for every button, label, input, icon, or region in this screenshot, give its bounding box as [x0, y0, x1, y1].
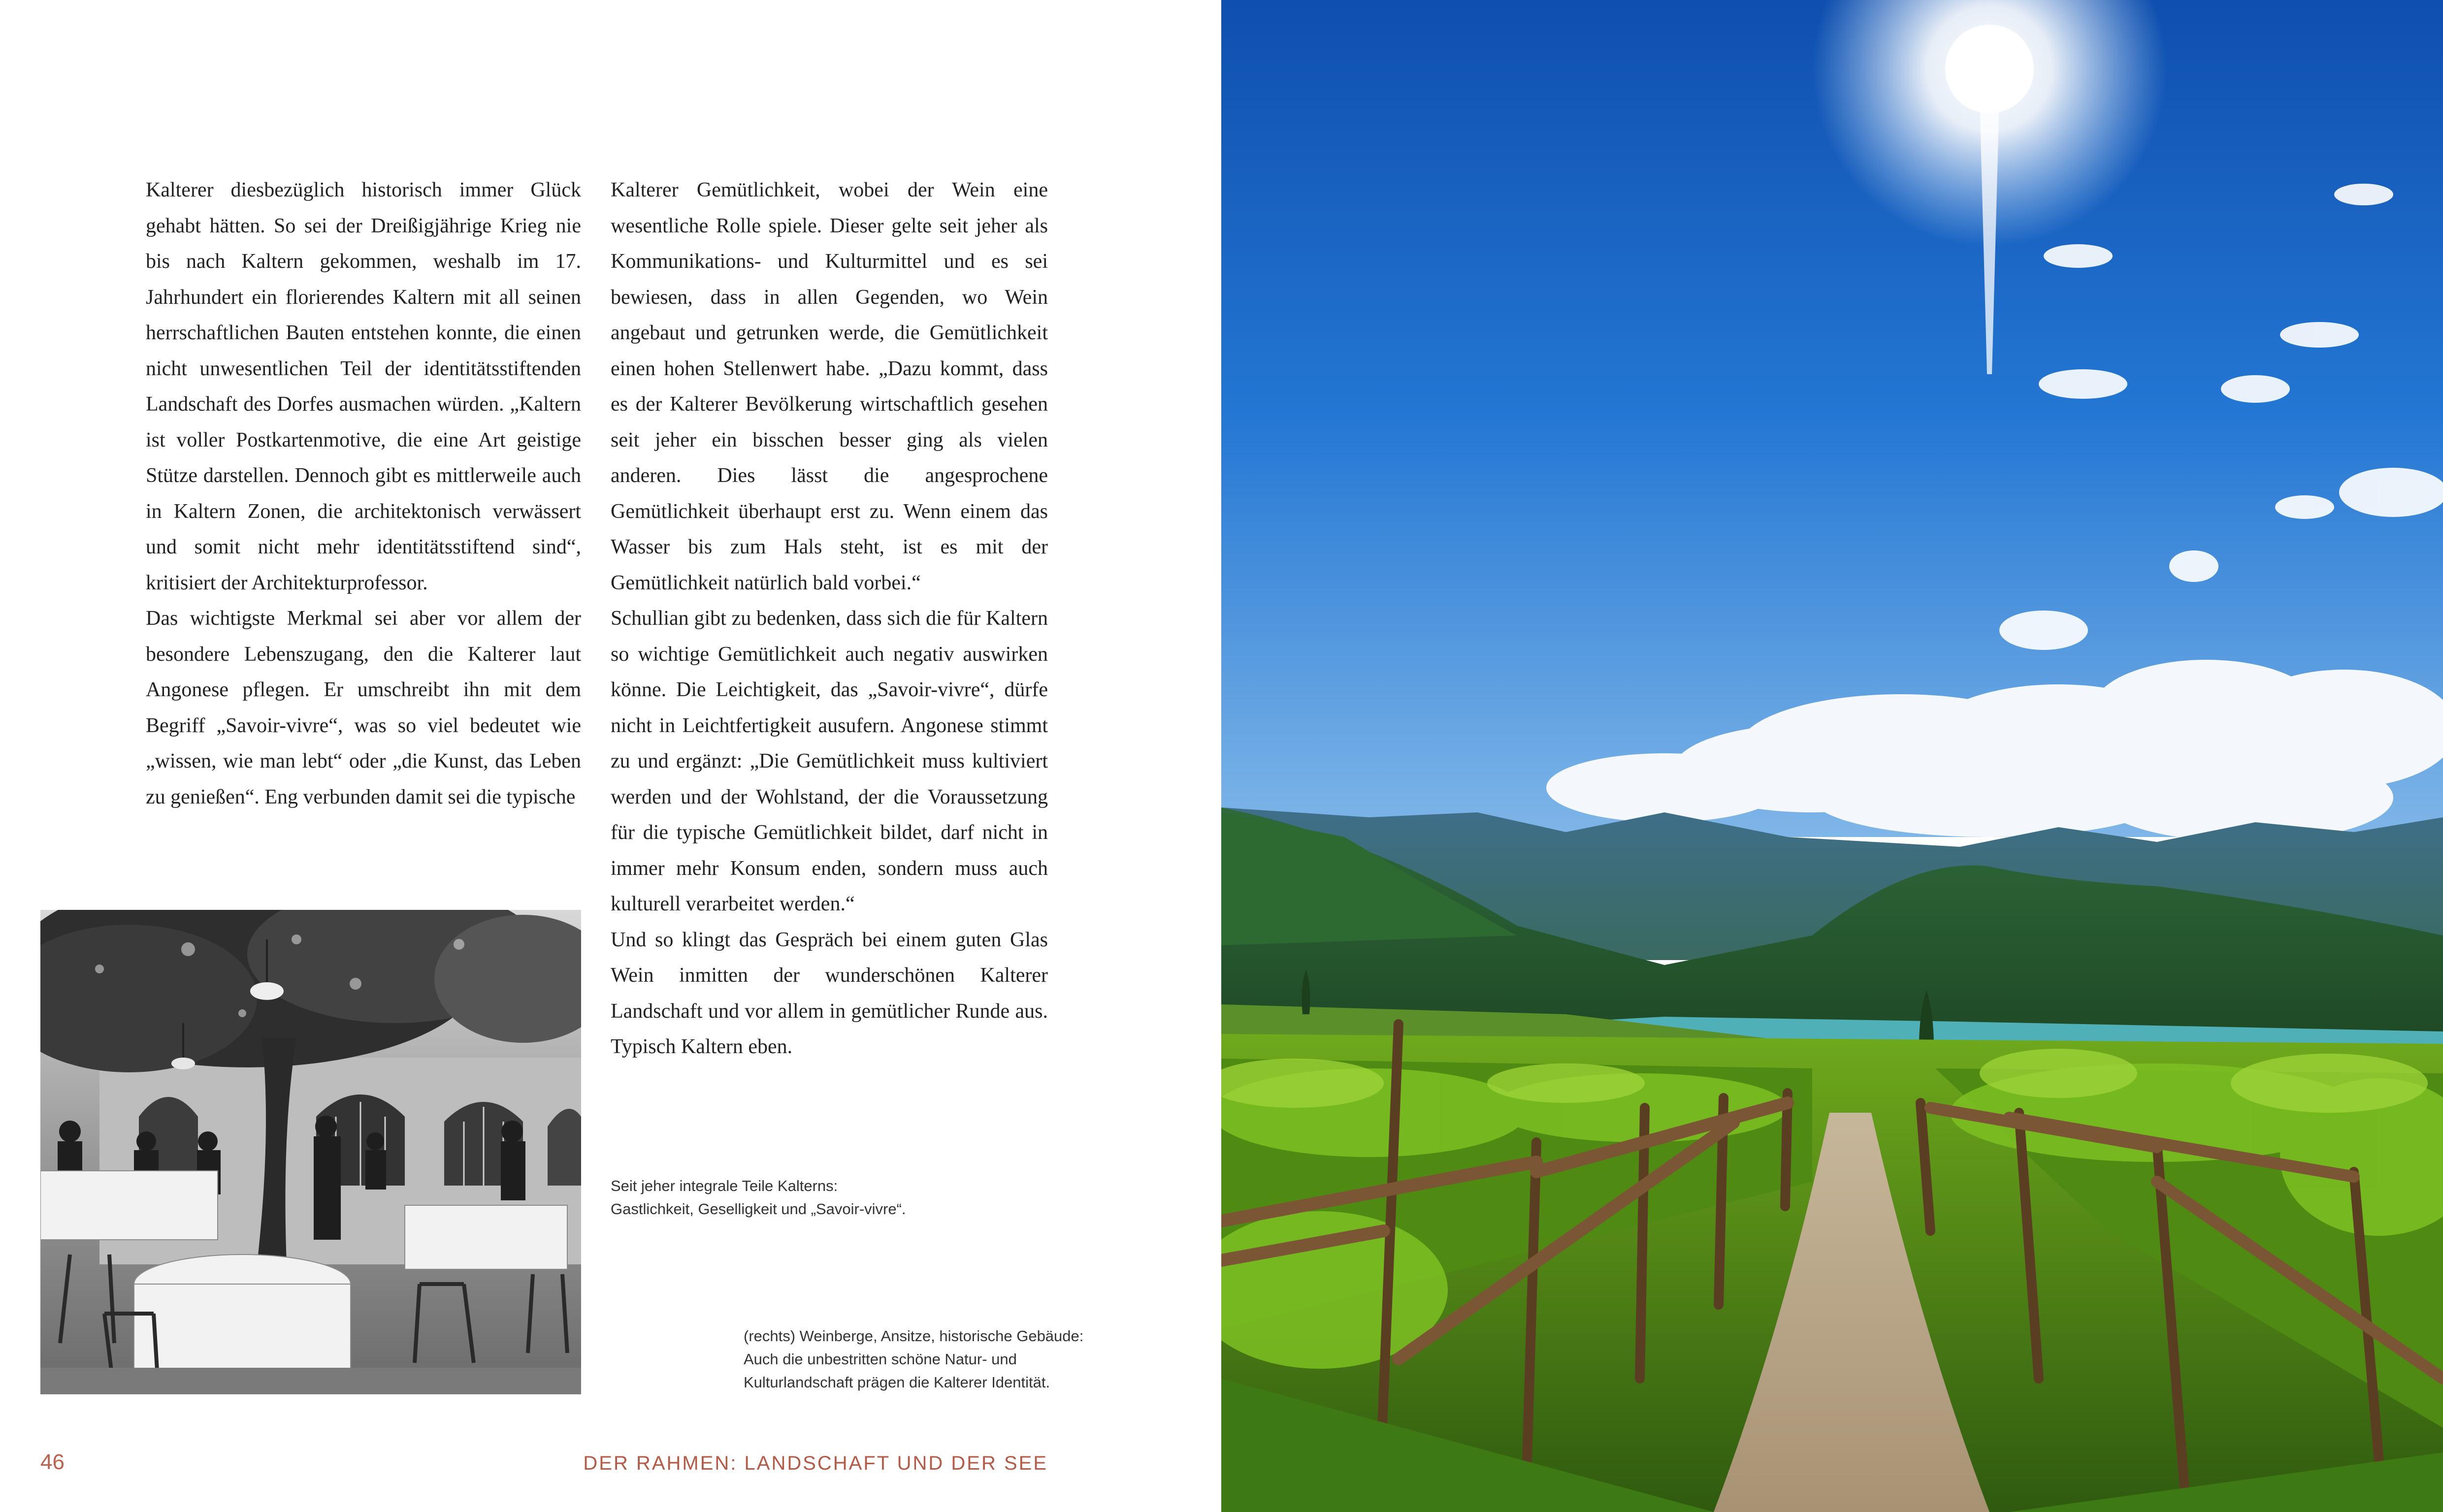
paragraph: Das wichtigste Merkmal sei aber vor allem der besondere Lebenszugang, den die Kalterer laut Angonese pflegen. Er umschreibt ihn mit dem Begriff „Savoir-vivre“, was so viel bedeutet wie „wissen, wie man lebt“ oder „die Kunst, das Leben zu genießen“. Eng verbunden damit sei die typische — [146, 607, 581, 808]
paragraph: Und so klingt das Gespräch bei einem guten Glas Wein inmitten der wunderschönen Kalterer Landschaft und vor allem in gemütlicher Runde aus. Typisch Kaltern eben. — [611, 928, 1048, 1058]
photo-caption — [611, 1174, 955, 1221]
caption-line: Auch die unbestritten schöne Natur- und — [744, 1351, 1017, 1368]
caption-line: Kulturlandschaft prägen die Kalterer Identität. — [744, 1374, 1050, 1391]
paragraph: Kalterer Gemütlichkeit, wobei der Wein eine wesentliche Rolle spiele. Dieser gelte seit jeher als Kommunikations- und Kulturmittel und es sei bewiesen, dass in allen Gegenden, wo Wein angebaut und getrunken werde, die Gemütlichkeit einen hohen Stellenwert habe. „Dazu kommt, dass es der Kalterer Bevölkerung wirtschaftlich gesehen seit jeher ein bisschen besser ging als vielen anderen. Dies lässt die angesprochene Gemütlichkeit überhaupt erst zu. Wenn einem das Wasser bis zum Hals steht, ist es mit der Gemütlichkeit natürlich bald vorbei.“ — [611, 179, 1048, 594]
paragraph: Schullian gibt zu bedenken, dass sich die für Kaltern so wichtige Gemütlichkeit auch negativ auswirken könne. Die Leichtigkeit, das „Savoir-vivre“, dürfe nicht in Leichtfertigkeit ausufern. Angonese stimmt zu und ergänzt: „Die Gemütlichkeit muss kultiviert werden und der Wohlstand, der die Voraussetzung für die typische Gemütlichkeit bildet, darf nicht in immer mehr Konsum enden, sondern muss auch kulturell verarbeitet werden.“ — [611, 607, 1048, 915]
paragraph: Kalterer diesbezüglich historisch immer Glück gehabt hätten. So sei der Dreißigjährige Krieg nie bis nach Kaltern gekommen, weshalb im 17. Jahrhundert ein florierendes Kaltern mit all seinen herrschaftlichen Bauten entstehen konnte, die einen nicht unwesentlichen Teil der identitätsstiftenden Landschaft des Dorfes ausmachen würden. „Kaltern ist voller Postkartenmotive, die eine Art geistige Stütze darstellen. Dennoch gibt es mittlerweile auch in Kaltern Zonen, die architektonisch verwässert und somit nicht mehr identitätsstiftend sind“, kritisiert der Architekturprofessor. — [146, 179, 581, 594]
landscape-photo — [1221, 0, 2443, 1512]
caption-line: Gastlichkeit, Geselligkeit und „Savoir-vivre“. — [611, 1200, 906, 1218]
right-photo-caption — [744, 1324, 1138, 1394]
left-page — [0, 0, 1221, 1512]
caption-line: Seit jeher integrale Teile Kalterns: — [611, 1177, 838, 1194]
running-head: DER RAHMEN: LANDSCHAFT UND DER SEE — [583, 1452, 1048, 1474]
text-column-left — [146, 172, 581, 815]
text-column-middle — [611, 172, 1048, 1065]
historical-photo — [40, 910, 581, 1394]
caption-line: (rechts) Weinberge, Ansitze, historische Gebäude: — [744, 1327, 1084, 1345]
page-number: 46 — [40, 1450, 65, 1474]
